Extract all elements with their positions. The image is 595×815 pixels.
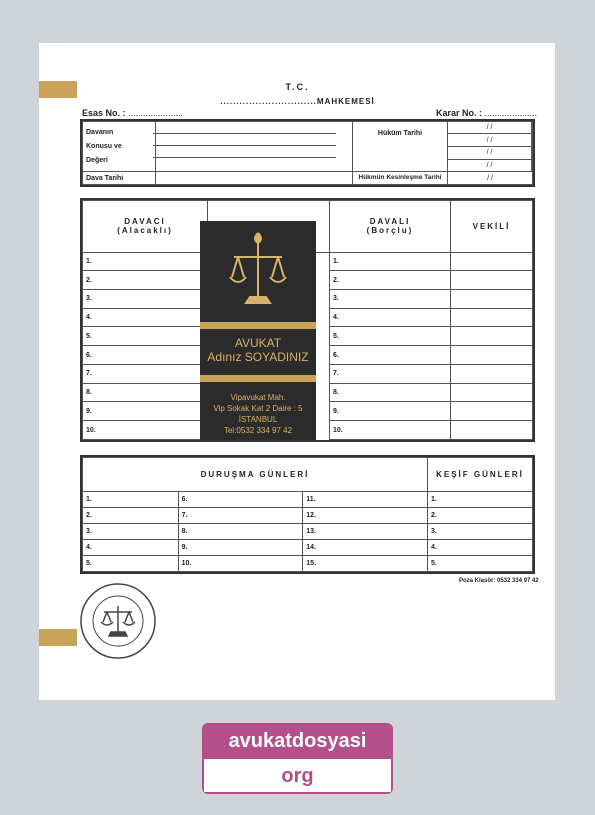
vekili2-cell bbox=[451, 290, 533, 309]
hearing-cell: 2. bbox=[428, 508, 533, 524]
davaci-cell: 1. bbox=[83, 252, 208, 271]
davali-cell: 9. bbox=[330, 402, 451, 421]
justice-seal-icon bbox=[79, 582, 157, 660]
hearing-row bbox=[83, 556, 533, 572]
hearing-cell: 3. bbox=[83, 524, 179, 540]
degeri-label: Değeri bbox=[86, 157, 108, 164]
hearing-cell: 13. bbox=[303, 524, 428, 540]
case-info-box bbox=[80, 119, 535, 187]
esas-no bbox=[82, 108, 183, 118]
davaci-cell: 2. bbox=[83, 271, 208, 290]
davali-cell: 5. bbox=[330, 327, 451, 346]
alacakli-label: (Alacaklı) bbox=[117, 226, 173, 236]
vekili2-cell bbox=[451, 327, 533, 346]
vekili2-cell bbox=[451, 271, 533, 290]
davanin-label: Davanın bbox=[86, 129, 114, 136]
date-3: / / bbox=[448, 146, 532, 159]
karar-dots: ..................... bbox=[484, 108, 538, 118]
vekili2-cell bbox=[451, 383, 533, 402]
karar-label: Karar No. : bbox=[436, 108, 483, 118]
borclu-label: (Borçlu) bbox=[366, 226, 414, 236]
davali-cell: 3. bbox=[330, 290, 451, 309]
hearing-cell: 11. bbox=[303, 492, 428, 508]
davaci-cell: 6. bbox=[83, 346, 208, 365]
davali-cell: 7. bbox=[330, 364, 451, 383]
subject-line-2 bbox=[153, 145, 336, 146]
davali-cell: 8. bbox=[330, 383, 451, 402]
hearing-cell: 15. bbox=[303, 556, 428, 572]
kesinlesme-date: / / bbox=[448, 172, 533, 185]
dava-tarihi-value bbox=[156, 172, 353, 185]
davaci-header bbox=[83, 201, 208, 253]
hearing-cell: 1. bbox=[428, 492, 533, 508]
esas-dots: ...................... bbox=[128, 108, 184, 118]
subject-line-3 bbox=[153, 157, 336, 158]
hearing-cell: 2. bbox=[83, 508, 179, 524]
hearing-row bbox=[83, 508, 533, 524]
advocate-address bbox=[200, 392, 316, 436]
davaci-cell: 5. bbox=[83, 327, 208, 346]
davali-cell: 10. bbox=[330, 421, 451, 440]
vekili2-header: VEKİLİ bbox=[451, 201, 533, 253]
davaci-cell: 8. bbox=[83, 383, 208, 402]
date-4: / / bbox=[448, 159, 532, 171]
hukum-dates bbox=[448, 122, 533, 172]
vekili2-cell bbox=[451, 364, 533, 383]
hukum-tarihi-label: Hüküm Tarihi bbox=[353, 122, 448, 172]
dava-tarihi-label: Dava Tarihi bbox=[83, 172, 156, 185]
gold-tab-bottom bbox=[39, 629, 77, 646]
date-1: / / bbox=[448, 122, 532, 134]
subject-lines bbox=[156, 122, 353, 172]
vekili2-cell bbox=[451, 252, 533, 271]
hearing-cell: 5. bbox=[428, 556, 533, 572]
tc-heading: T.C. bbox=[285, 82, 310, 92]
hearing-row bbox=[83, 492, 533, 508]
brand-name: avukatdosyasi bbox=[202, 723, 393, 759]
advocate-name: Adınız SOYADINIZ bbox=[207, 350, 309, 364]
hearing-cell: 1. bbox=[83, 492, 179, 508]
vekili2-cell bbox=[451, 402, 533, 421]
davaci-cell: 4. bbox=[83, 308, 208, 327]
subject-line-1 bbox=[153, 133, 336, 134]
hearing-cell: 7. bbox=[178, 508, 303, 524]
hearing-cell: 14. bbox=[303, 540, 428, 556]
vekili2-cell bbox=[451, 421, 533, 440]
kesinlesme-label: Hükmün Kesinleşme Tarihi bbox=[353, 172, 448, 185]
hearing-cell: 6. bbox=[178, 492, 303, 508]
address-line-1: Vipavukat Mah. bbox=[230, 393, 286, 402]
davali-header bbox=[330, 201, 451, 253]
hearing-cell: 12. bbox=[303, 508, 428, 524]
scales-of-justice-icon bbox=[228, 231, 288, 311]
hearing-cell: 3. bbox=[428, 524, 533, 540]
esas-label: Esas No. : bbox=[82, 108, 126, 118]
hearing-cell: 5. bbox=[83, 556, 179, 572]
vekili2-cell bbox=[451, 308, 533, 327]
brand-badge[interactable] bbox=[202, 723, 393, 794]
hearing-cell: 9. bbox=[178, 540, 303, 556]
konusu-label: Konusu ve bbox=[86, 143, 122, 150]
davaci-cell: 3. bbox=[83, 290, 208, 309]
davaci-cell: 9. bbox=[83, 402, 208, 421]
hearing-cell: 4. bbox=[83, 540, 179, 556]
davanin-cell bbox=[83, 122, 156, 172]
gold-divider-2 bbox=[200, 375, 316, 382]
address-city: İSTANBUL bbox=[238, 415, 278, 424]
seal bbox=[79, 582, 157, 660]
davali-cell: 4. bbox=[330, 308, 451, 327]
davali-cell: 1. bbox=[330, 252, 451, 271]
hearing-cell: 4. bbox=[428, 540, 533, 556]
advocate-title-block bbox=[200, 336, 316, 364]
hearing-row bbox=[83, 524, 533, 540]
davali-label: DAVALI bbox=[369, 217, 411, 227]
date-2: / / bbox=[448, 134, 532, 147]
hearings-table bbox=[80, 455, 535, 574]
durusma-header: DURUŞMA GÜNLERİ bbox=[83, 458, 428, 492]
hearing-cell: 8. bbox=[178, 524, 303, 540]
address-line-2: Vip Sokak Kat 2 Daire : 5 bbox=[213, 404, 303, 413]
court-heading: ..............................MAHKEMESİ bbox=[220, 97, 375, 106]
davaci-label: DAVACI bbox=[124, 217, 166, 227]
davaci-cell: 7. bbox=[83, 364, 208, 383]
hearing-row bbox=[83, 540, 533, 556]
karar-no bbox=[436, 108, 537, 118]
davali-cell: 2. bbox=[330, 271, 451, 290]
davaci-cell: 10. bbox=[83, 421, 208, 440]
address-tel: Tel:0532 334 97 42 bbox=[223, 426, 293, 435]
brand-tld: org bbox=[202, 759, 393, 794]
davali-cell: 6. bbox=[330, 346, 451, 365]
poza-klasor: Poza Klasör: 0532 334 97 42 bbox=[459, 578, 539, 584]
advocate-title: AVUKAT bbox=[234, 336, 282, 350]
hearing-cell: 10. bbox=[178, 556, 303, 572]
kesif-header: KEŞİF GÜNLERİ bbox=[428, 458, 533, 492]
vekili2-cell bbox=[451, 346, 533, 365]
gold-divider-1 bbox=[200, 322, 316, 329]
